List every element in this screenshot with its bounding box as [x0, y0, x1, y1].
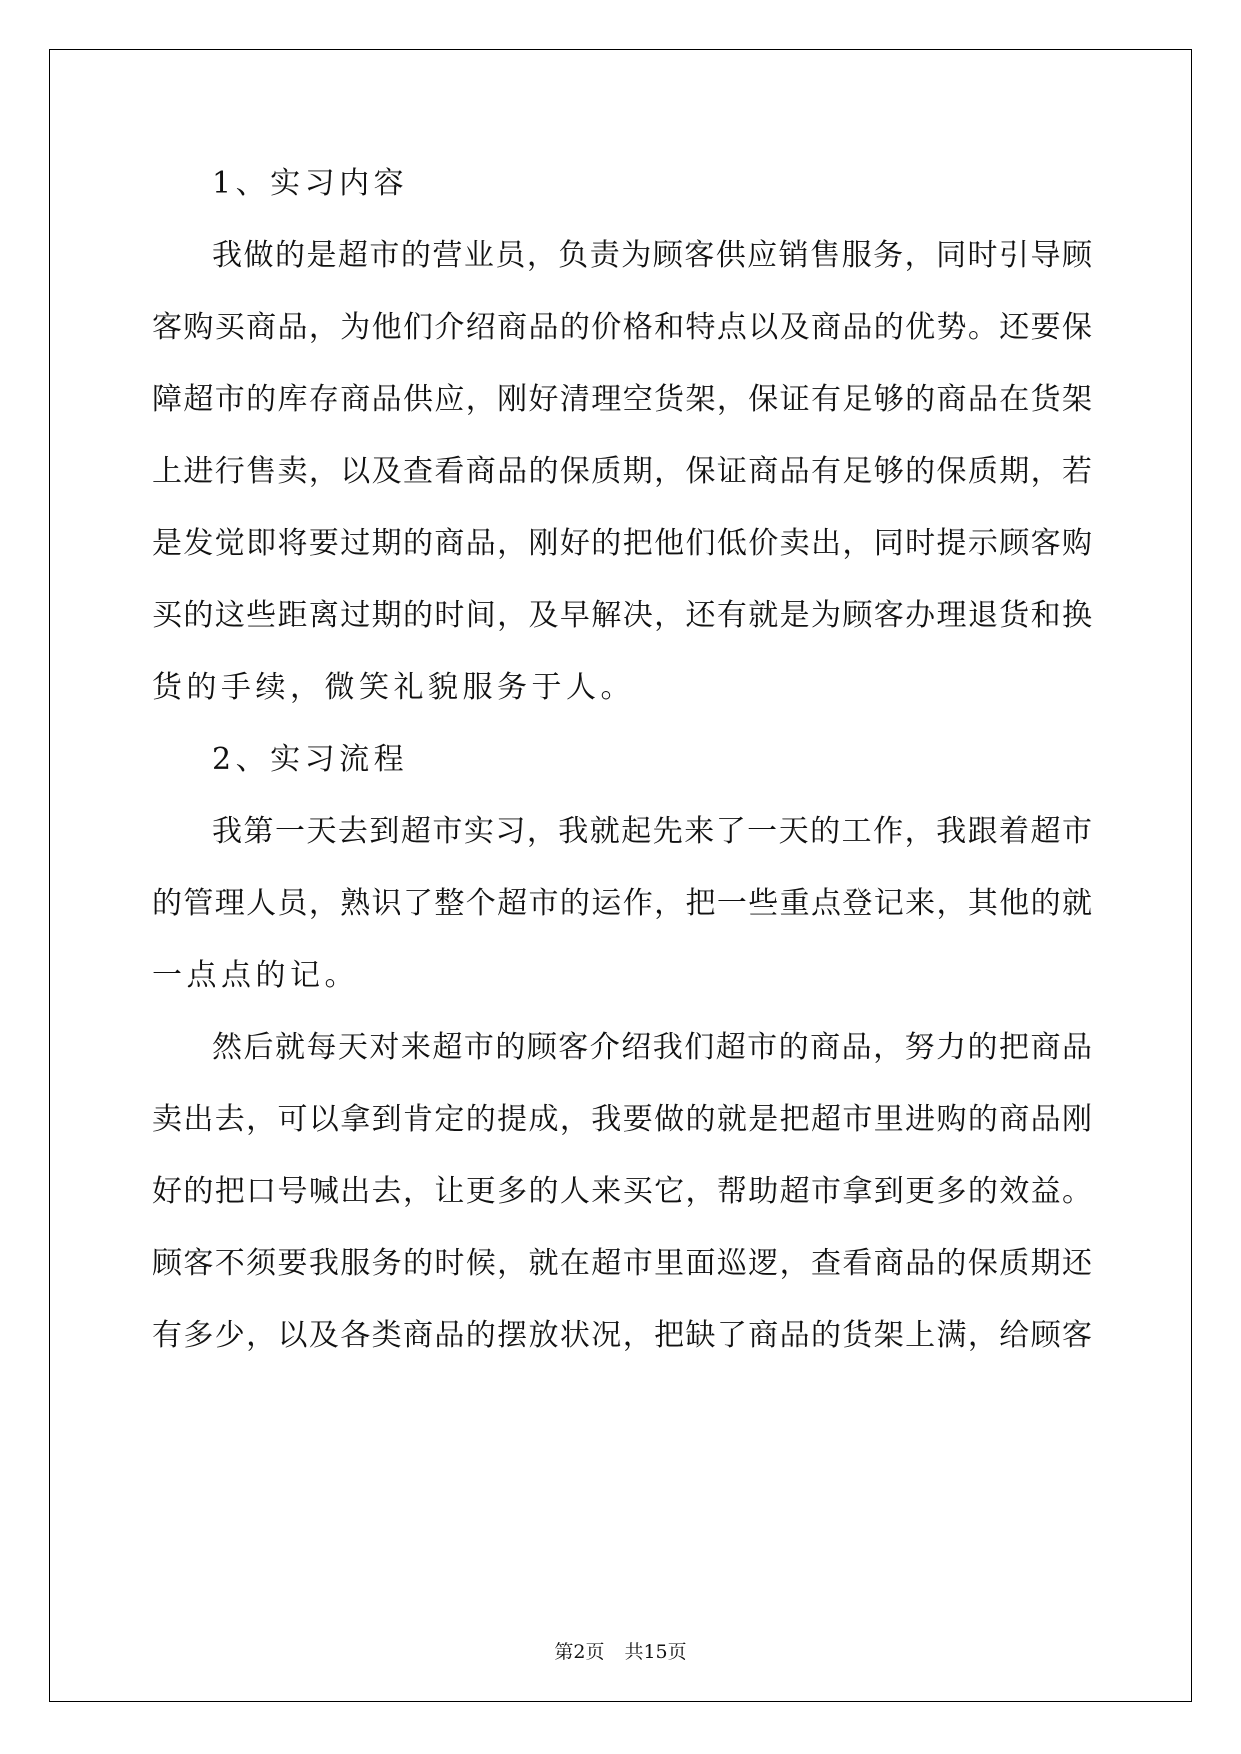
paragraph-line: 货的手续，微笑礼貌服务于人。 — [152, 670, 635, 705]
paragraph-line: 一点点的记。 — [152, 958, 359, 993]
paragraph-line: 是发觉即将要过期的商品，刚好的把他们低价卖出，同时提示顾客购 — [152, 526, 1092, 561]
paragraph-line: 卖出去，可以拿到肯定的提成，我要做的就是把超市里进购的商品刚 — [152, 1102, 1092, 1137]
paragraph-line: 买的这些距离过期的时间，及早解决，还有就是为顾客办理退货和换 — [152, 598, 1092, 633]
paragraph-line: 有多少，以及各类商品的摆放状况，把缺了商品的货架上满，给顾客 — [152, 1318, 1092, 1353]
paragraph-line: 上进行售卖，以及查看商品的保质期，保证商品有足够的保质期，若 — [152, 454, 1092, 489]
paragraph-line: 我做的是超市的营业员，负责为顾客供应销售服务，同时引导顾 — [212, 238, 1092, 273]
section-heading-1: 1、实习内容 — [212, 166, 409, 201]
page-number: 第2页 — [554, 1641, 605, 1663]
paragraph-line: 顾客不须要我服务的时候，就在超市里面巡逻，查看商品的保质期还 — [152, 1246, 1092, 1281]
section-heading-2: 2、实习流程 — [212, 742, 409, 777]
paragraph-line: 客购买商品，为他们介绍商品的价格和特点以及商品的优势。还要保 — [152, 310, 1092, 345]
paragraph-line: 好的把口号喊出去，让更多的人来买它，帮助超市拿到更多的效益。 — [152, 1174, 1092, 1209]
page-footer — [0, 1640, 1241, 1664]
paragraph-line: 障超市的库存商品供应，刚好清理空货架，保证有足够的商品在货架 — [152, 382, 1092, 417]
paragraph-line: 我第一天去到超市实习，我就起先来了一天的工作，我跟着超市 — [212, 814, 1092, 849]
paragraph-line: 的管理人员，熟识了整个超市的运作，把一些重点登记来，其他的就 — [152, 886, 1092, 921]
paragraph-line: 然后就每天对来超市的顾客介绍我们超市的商品，努力的把商品 — [212, 1030, 1092, 1065]
page-border — [49, 49, 1192, 1702]
page-total: 共15页 — [624, 1641, 687, 1663]
